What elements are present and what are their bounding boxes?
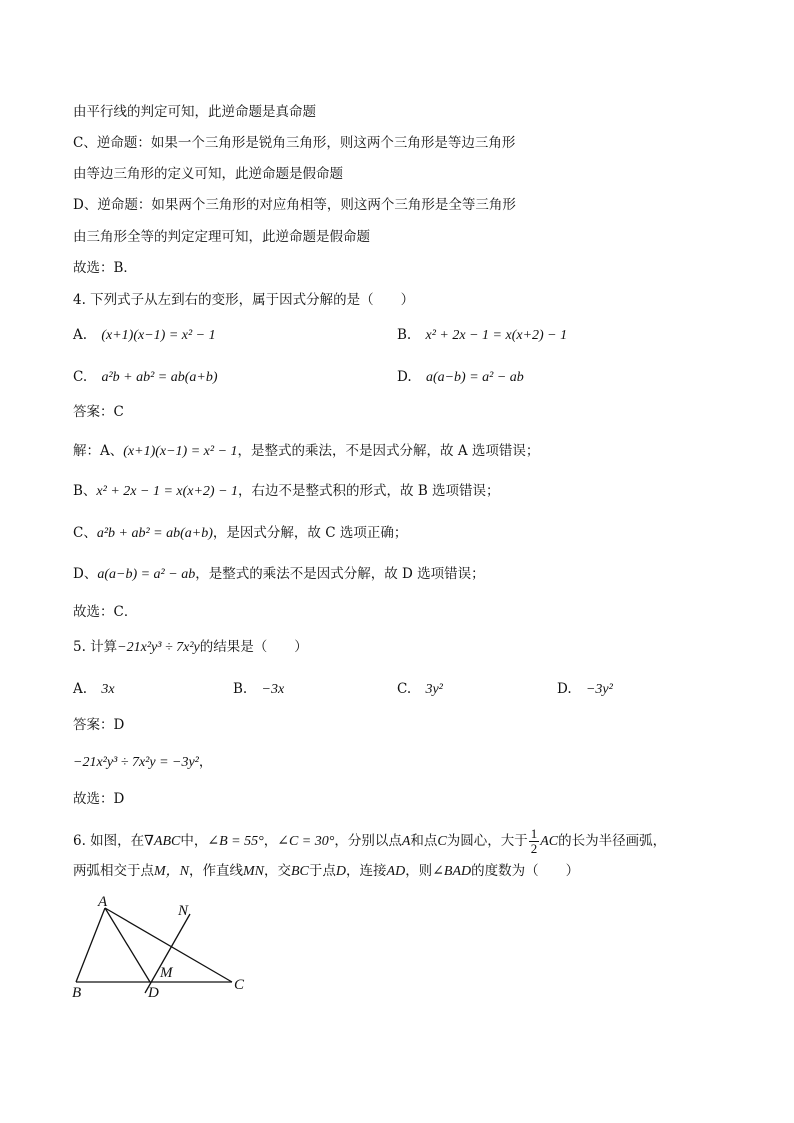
q6-text: 6. 如图，在 (73, 833, 145, 849)
q6-text: 两弧相交于点 (73, 863, 154, 879)
q6-points-mn: M，N (154, 864, 189, 879)
q4-solution-b-prefix: B、 (73, 483, 97, 499)
q6-point-c: C (437, 834, 447, 849)
q6-text: ， (263, 833, 278, 849)
q4-solution-a (73, 442, 539, 461)
q4-option-d (397, 368, 524, 387)
q5-option-c (397, 680, 443, 699)
q6-text: ，交 (264, 863, 291, 879)
q6-text: 的长为半径画弧， (558, 833, 667, 849)
q5-option-b-expr: −3x (261, 682, 285, 697)
q5-solution (73, 753, 212, 772)
q6-text: 的度数为（ ） (471, 863, 580, 879)
q5-option-c-expr: 3y² (425, 682, 443, 697)
q4-solution-a-expr: (x+1)(x−1) = x² − 1 (123, 444, 238, 459)
q6-point-d: D (335, 864, 347, 879)
label-d: D (148, 985, 159, 1001)
segment-ad (105, 908, 150, 982)
label-n: N (178, 903, 189, 919)
q4-choose: 故选：C． (73, 604, 138, 620)
q6-segment-ad: AD (386, 864, 406, 879)
q6-text: 中， (180, 833, 208, 849)
q4-option-a-label: A. (73, 327, 88, 343)
q6-angle-bad: ∠BAD (432, 864, 472, 879)
label-b: B (72, 985, 82, 1001)
q6-point-a: A (401, 834, 411, 849)
q5-stem (73, 638, 308, 657)
q4-solution-b-expr: x² + 2x − 1 = x(x+2) − 1 (96, 484, 239, 499)
q5-option-c-label: C. (397, 681, 412, 697)
q4-option-d-label: D. (397, 369, 412, 385)
text-line-4: D、逆命题：如果两个三角形的对应角相等，则这两个三角形是全等三角形 (73, 197, 516, 213)
q6-text: 和点 (410, 833, 438, 849)
segment-ab (76, 908, 105, 982)
q4-answer: 答案：C (73, 404, 124, 420)
q4-option-c-label: C. (73, 369, 88, 385)
text-line-6: 故选：B． (73, 260, 137, 276)
label-c: C (234, 977, 245, 993)
q5-option-a-expr: 3x (101, 682, 115, 697)
q6-fraction-denominator: 2 (530, 841, 538, 856)
q6-text: ，则 (405, 863, 433, 879)
q5-option-d-expr: −3y² (585, 682, 613, 697)
label-m: M (160, 965, 173, 981)
q5-solution-expr: −21x²y³ ÷ 7x²y = −3y² (73, 755, 199, 770)
q5-option-a (73, 680, 115, 699)
q4-option-c (73, 368, 218, 387)
label-a: A (98, 894, 108, 910)
q4-solution-c (73, 524, 407, 543)
q4-solution-d-prefix: D、 (73, 566, 98, 582)
q4-option-b (397, 326, 567, 345)
q6-text: ，连接 (346, 863, 387, 879)
q4-solution-d-text: ，是整式的乘法不是因式分解，故 D 选项错误； (195, 566, 485, 582)
text-line-2: C、逆命题：如果一个三角形是锐角三角形，则这两个三角形是等边三角形 (73, 135, 516, 151)
q5-answer: 答案：D (73, 717, 125, 733)
text-line-1: 由平行线的判定可知，此逆命题是真命题 (73, 104, 316, 120)
q5-option-a-label: A. (73, 681, 88, 697)
q5-choose: 故选：D (73, 791, 125, 807)
q4-option-c-expr: a²b + ab² = ab(a+b) (101, 370, 218, 385)
q5-solution-tail: ， (198, 754, 213, 770)
q4-option-d-expr: a(a−b) = a² − ab (425, 370, 524, 385)
q5-stem-suffix: 的结果是（ ） (199, 639, 308, 655)
q4-solution-prefix: 解：A、 (73, 443, 124, 459)
q5-stem-expr: −21x²y³ ÷ 7x²y (117, 640, 200, 655)
q4-solution-d-expr: a(a−b) = a² − ab (97, 567, 196, 582)
q6-text: ，作直线 (189, 863, 243, 879)
text-line-5: 由三角形全等的判定定理可知，此逆命题是假命题 (73, 229, 370, 245)
q6-angle-b: ∠B = 55° (207, 834, 264, 849)
q6-stem-line-1 (73, 827, 666, 856)
q6-text: ，分别以点 (334, 833, 402, 849)
q4-solution-d (73, 565, 485, 584)
q5-option-d (557, 680, 613, 699)
q6-line-mn: MN (243, 864, 264, 879)
q5-option-b (233, 680, 284, 699)
text-line-3: 由等边三角形的定义可知，此逆命题是假命题 (73, 166, 343, 182)
q5-option-d-label: D. (557, 681, 572, 697)
q6-text: 于点 (308, 863, 336, 879)
q6-stem-line-2 (73, 862, 579, 881)
q6-angle-c: ∠C = 30° (277, 834, 335, 849)
q5-stem-prefix: 5. 计算 (73, 639, 118, 655)
q4-option-a (73, 326, 216, 345)
q6-fraction (529, 827, 540, 856)
q6-text: 为圆心，大于 (446, 833, 528, 849)
q6-fraction-numerator: 1 (530, 826, 538, 841)
q4-option-a-expr: (x+1)(x−1) = x² − 1 (101, 328, 216, 343)
q4-solution-b-text: ，右边不是整式积的形式，故 B 选项错误； (238, 483, 500, 499)
q4-solution-c-prefix: C、 (73, 525, 97, 541)
triangle-figure (60, 890, 260, 1005)
q4-solution-c-expr: a²b + ab² = ab(a+b) (96, 526, 213, 541)
q4-stem: 4. 下列式子从左到右的变形，属于因式分解的是（ ） (73, 292, 415, 308)
q4-solution-b (73, 482, 500, 501)
q6-triangle: ∇ABC (144, 834, 181, 849)
q5-option-b-label: B. (233, 681, 248, 697)
q6-segment-bc: BC (291, 864, 309, 879)
q6-segment-ac: AC (540, 834, 559, 849)
q4-solution-a-text: ，是整式的乘法，不是因式分解，故 A 选项错误； (237, 443, 540, 459)
q4-option-b-label: B. (397, 327, 412, 343)
q4-option-b-expr: x² + 2x − 1 = x(x+2) − 1 (425, 328, 568, 343)
q4-solution-c-text: ，是因式分解，故 C 选项正确； (212, 525, 408, 541)
